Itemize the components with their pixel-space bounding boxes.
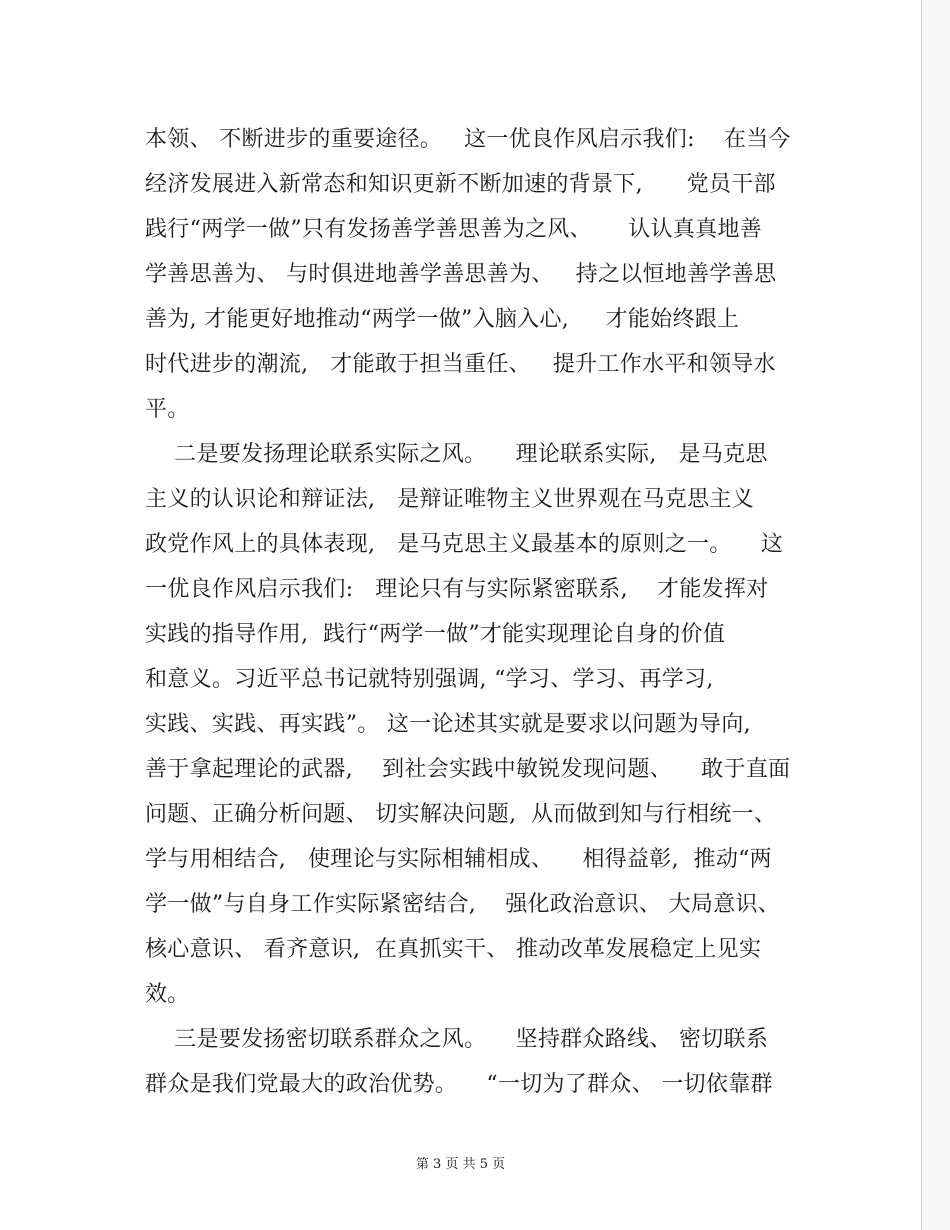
text-line: 实践的指导作用, 践行“两学一做”才能实现理论自身的价值 xyxy=(145,622,726,647)
text-line: 效。 xyxy=(145,982,190,1007)
text-line: 学与用相结合, 使理论与实际相辅相成、 相得益彰, 推动“两 xyxy=(145,847,772,872)
text-line: 学善思善为、 与时俱进地善学善思善为、 持之以恒地善学善思 xyxy=(145,262,777,287)
text-line: 群众是我们党最大的政治优势。 “一切为了群众、 一切依靠群 xyxy=(145,1072,773,1097)
viewer-gutter xyxy=(922,0,950,1230)
text-line: 善为, 才能更好地推动“两学一做”入脑入心, 才能始终跟上 xyxy=(145,307,740,332)
text-line: 实践、实践、再实践”。 这一论述其实就是要求以问题为导向, xyxy=(145,712,751,737)
page-number-footer: 第 3 页 共 5 页 xyxy=(415,1157,506,1172)
text-line: 主义的认识论和辩证法, 是辩证唯物主义世界观在马克思主义 xyxy=(145,487,754,512)
text-line: 学一做”与自身工作实际紧密结合, 强化政治意识、 大局意识、 xyxy=(145,892,781,917)
text-line: 平。 xyxy=(145,397,190,422)
text-line: 一优良作风启示我们: 理论只有与实际紧密联系, 才能发挥对 xyxy=(145,577,769,602)
text-line: 善于拿起理论的武器, 到社会实践中敏锐发现问题、 敢于直面 xyxy=(145,757,791,782)
text-line: 践行“两学一做”只有发扬善学善思善为之风、 认认真真地善 xyxy=(145,217,763,242)
paragraph-start-line: 三是要发扬密切联系群众之风。 坚持群众路线、 密切联系 xyxy=(145,1027,769,1052)
text-line: 政党作风上的具体表现, 是马克思主义最基本的原则之一。 这 xyxy=(145,532,784,557)
text-line: 和意义。习近平总书记就特别强调, “学习、学习、再学习, xyxy=(145,667,714,692)
text-line: 问题、正确分析问题、 切实解决问题, 从而做到知与行相统一、 xyxy=(145,802,777,827)
text-line: 经济发展进入新常态和知识更新不断加速的背景下, 党员干部 xyxy=(145,172,776,197)
text-line: 核心意识、 看齐意识, 在真抓实干、 推动改革发展稳定上见实 xyxy=(145,937,762,962)
paragraph-start-line: 二是要发扬理论联系实际之风。 理论联系实际, 是马克思 xyxy=(145,442,768,467)
text-line: 时代进步的潮流, 才能敢于担当重任、 提升工作水平和领导水 xyxy=(145,352,776,377)
text-line: 本领、 不断进步的重要途径。 这一优良作风启示我们: 在当今 xyxy=(145,127,791,152)
